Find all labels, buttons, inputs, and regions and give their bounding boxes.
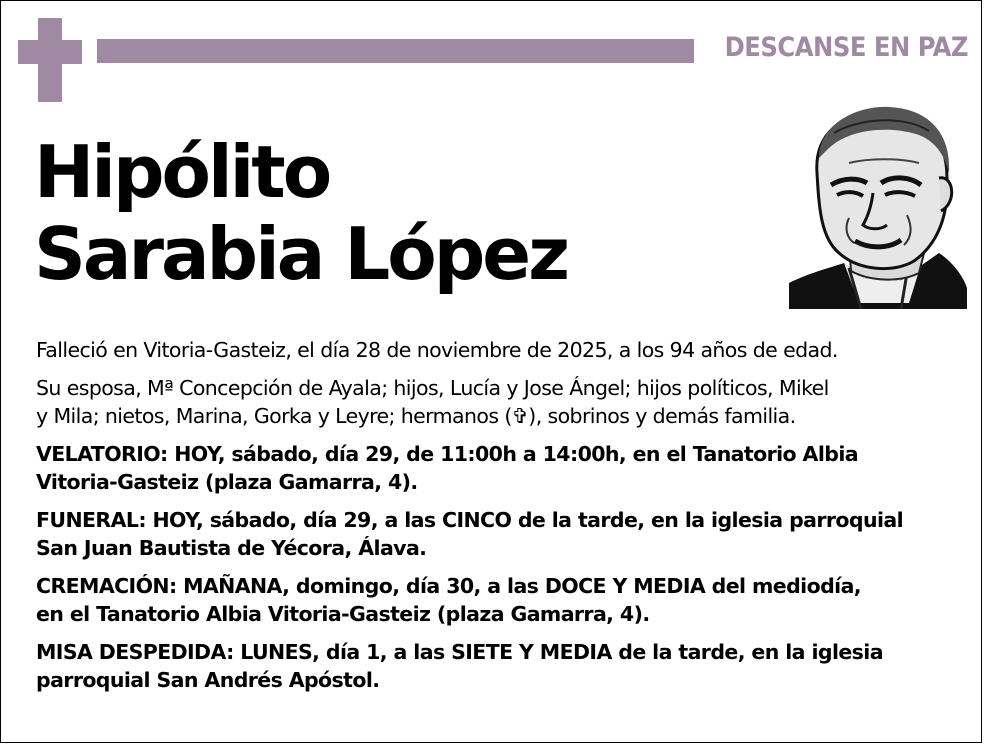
death-notice: Falleció en Vitoria-Gasteiz, el día 28 de noviembre de 2025, a los 94 años de edad. [36,338,838,362]
header-label: DESCANSE EN PAZ [724,32,968,63]
deceased-surnames: Sarabia López [34,212,568,296]
cremation-info: CREMACIÓN: MAÑANA, domingo, día 30, a las DOCE Y MEDIA del mediodía, en el Tanatorio Albia Vitoria-Gasteiz (plaza Gamarra, 4). [36,574,861,626]
wake-info: VELATORIO: HOY, sábado, día 29, de 11:00h a 14:00h, en el Tanatorio Albia Vitoria-Gasteiz (plaza Gamarra, 4). [36,442,858,494]
family-notice: Su esposa, Mª Concepción de Ayala; hijos, Lucía y Jose Ángel; hijos políticos, Mikel y Mila; nietos, Marina, Gorka y Leyre; hermanos (✞), sobrinos y demás familia. [36,376,829,428]
deceased-photo [789,103,967,309]
obituary-text [36,336,966,704]
header-bar [97,39,694,63]
funeral-info: FUNERAL: HOY, sábado, día 29, a las CINCO de la tarde, en la iglesia parroquial San Juan Bautista de Yécora, Álava. [36,508,904,560]
deceased-first-name: Hipólito [34,130,330,214]
farewell-mass-info: MISA DESPEDIDA: LUNES, día 1, a las SIETE Y MEDIA de la tarde, en la iglesia parroquial San Andrés Apóstol. [36,640,883,692]
